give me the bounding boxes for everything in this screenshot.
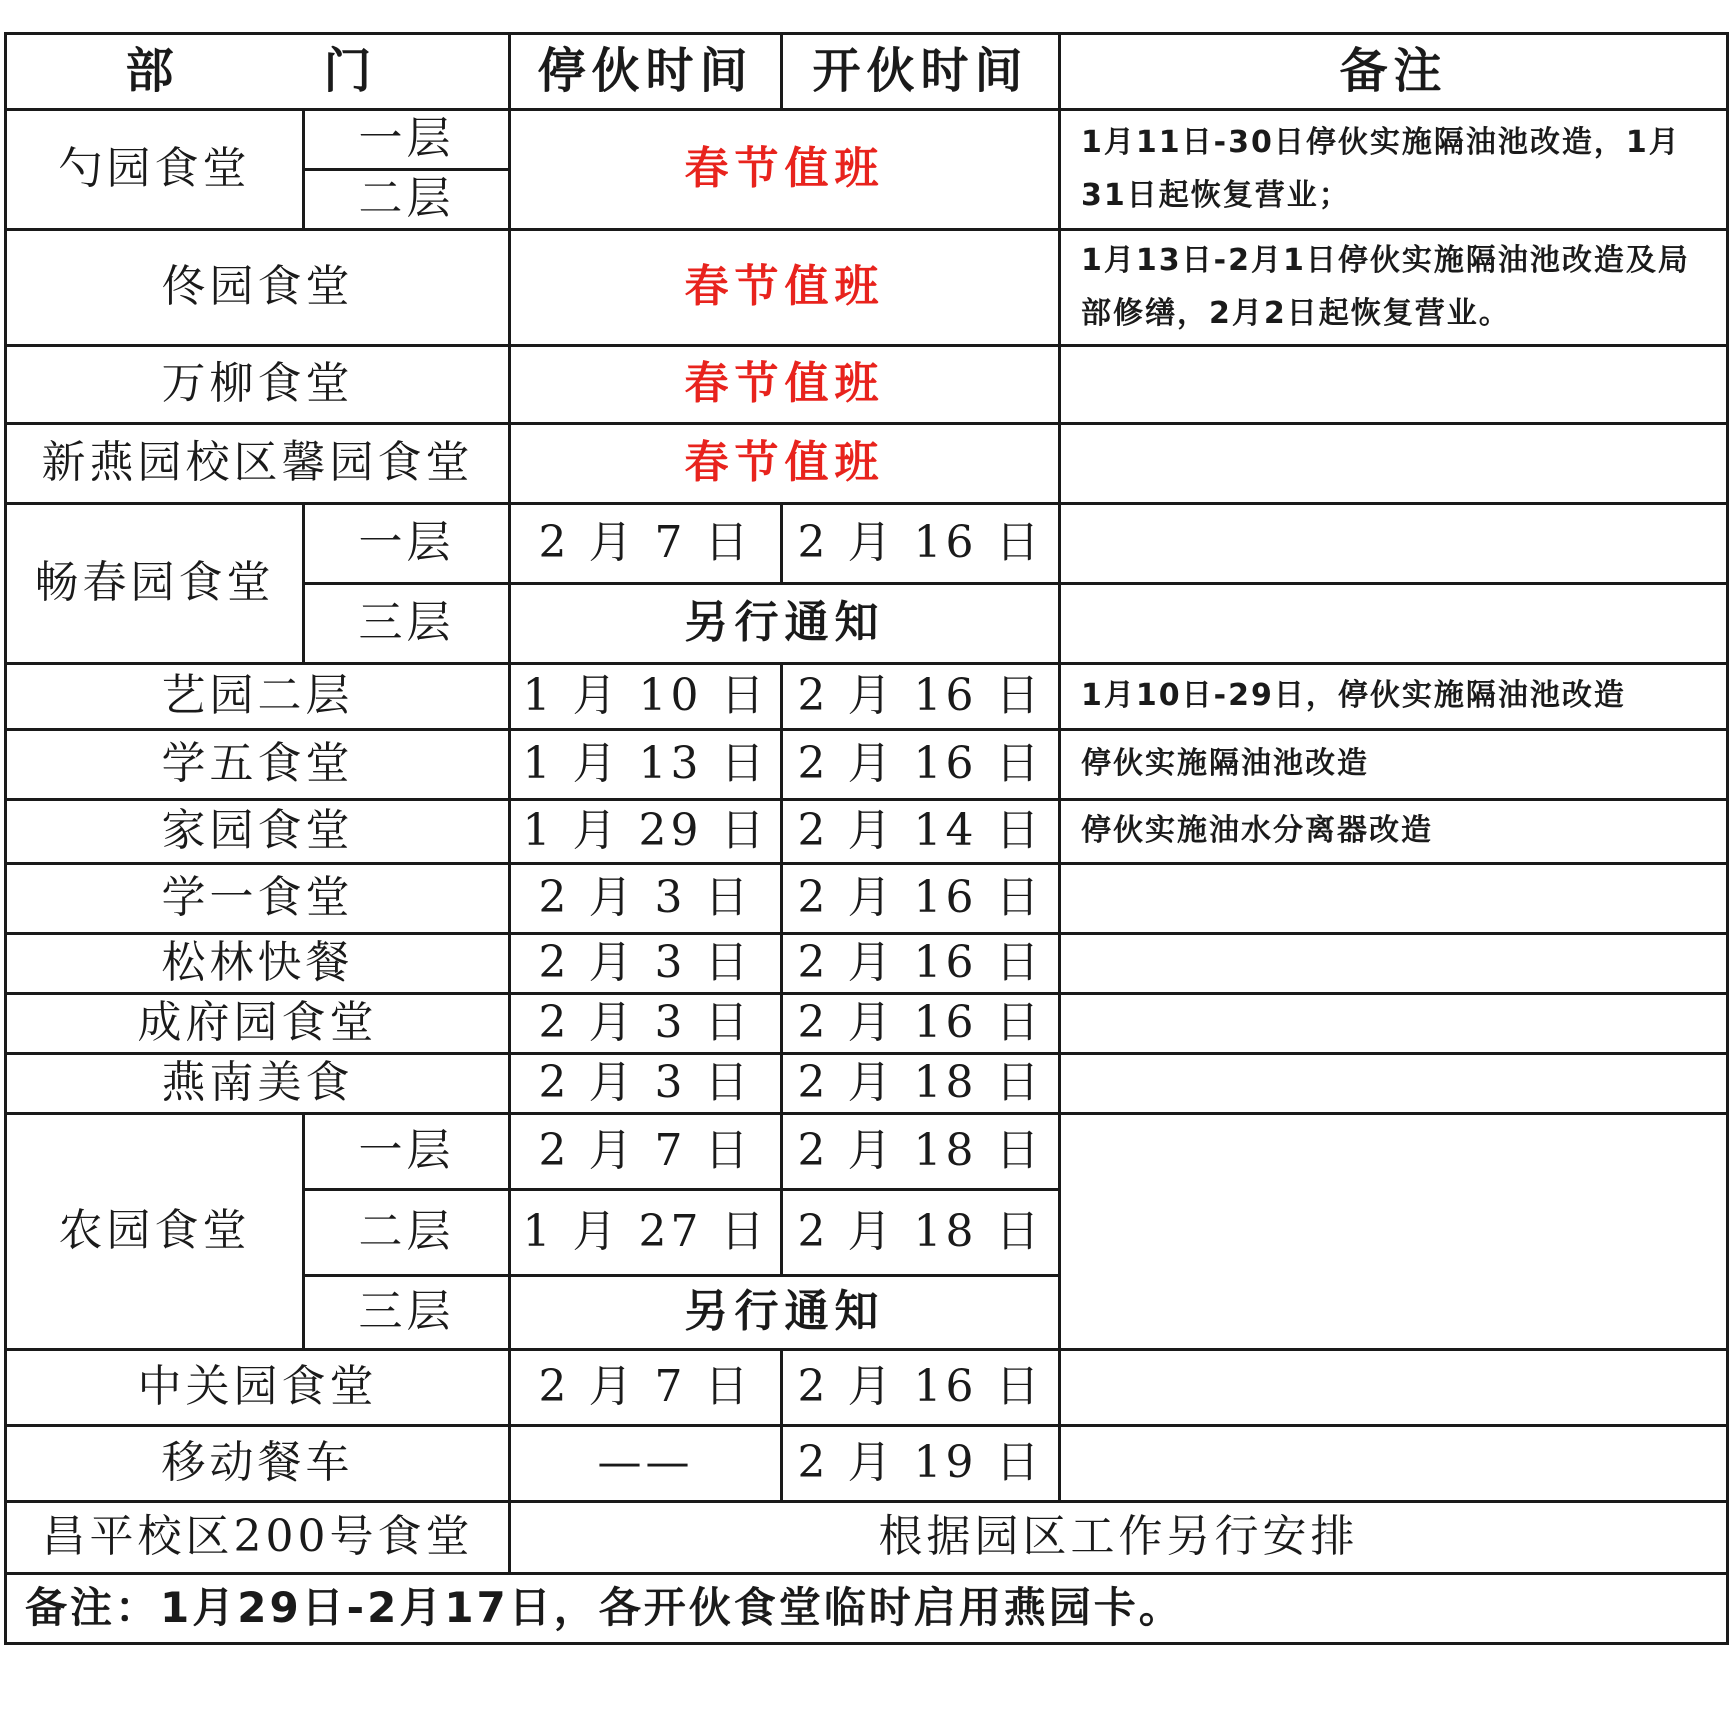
start-date: 2 月 16 日 <box>782 730 1060 800</box>
stop-date: 2 月 3 日 <box>510 994 782 1054</box>
table-row <box>6 504 1728 584</box>
status-text: 根据园区工作另行安排 <box>510 1502 1728 1574</box>
status-text: 春节值班 <box>510 346 1060 424</box>
header-remark: 备注 <box>1060 34 1728 110</box>
stop-date: 1 月 27 日 <box>510 1190 782 1276</box>
footer-row <box>6 1574 1728 1644</box>
dept-name: 学一食堂 <box>6 864 510 934</box>
stop-date: 1 月 29 日 <box>510 800 782 864</box>
table-row <box>6 664 1728 730</box>
remark-empty <box>1060 1114 1728 1350</box>
stop-date: 2 月 7 日 <box>510 504 782 584</box>
remark-text: 停伙实施隔油池改造 <box>1060 730 1728 800</box>
table-row <box>6 110 1728 170</box>
remark-text: 1月13日-2月1日停伙实施隔油池改造及局部修缮，2月2日起恢复营业。 <box>1060 230 1728 346</box>
start-date: 2 月 18 日 <box>782 1114 1060 1190</box>
dept-name: 艺园二层 <box>6 664 510 730</box>
table-row <box>6 864 1728 934</box>
remark-empty <box>1060 1350 1728 1426</box>
stop-date: —— <box>510 1426 782 1502</box>
header-stop-time: 停伙时间 <box>510 34 782 110</box>
remark-empty <box>1060 864 1728 934</box>
table-row <box>6 994 1728 1054</box>
dept-name: 新燕园校区馨园食堂 <box>6 424 510 504</box>
dept-name: 成府园食堂 <box>6 994 510 1054</box>
table-row <box>6 1502 1728 1574</box>
dept-name: 畅春园食堂 <box>6 504 304 664</box>
table-row <box>6 730 1728 800</box>
status-text: 春节值班 <box>510 230 1060 346</box>
remark-empty <box>1060 424 1728 504</box>
remark-empty <box>1060 1426 1728 1502</box>
stop-date: 1 月 10 日 <box>510 664 782 730</box>
header-dept: 部 门 <box>6 34 510 110</box>
dept-name: 万柳食堂 <box>6 346 510 424</box>
remark-empty <box>1060 504 1728 584</box>
start-date: 2 月 14 日 <box>782 800 1060 864</box>
dept-name: 昌平校区200号食堂 <box>6 1502 510 1574</box>
floor-label: 一层 <box>304 504 510 584</box>
schedule-table-wrapper <box>4 32 1729 1645</box>
dept-name: 学五食堂 <box>6 730 510 800</box>
remark-empty <box>1060 346 1728 424</box>
table-row <box>6 800 1728 864</box>
floor-label: 三层 <box>304 584 510 664</box>
dept-name: 中关园食堂 <box>6 1350 510 1426</box>
table-row <box>6 230 1728 346</box>
table-row <box>6 424 1728 504</box>
remark-text: 1月11日-30日停伙实施隔油池改造，1月31日起恢复营业； <box>1060 110 1728 230</box>
stop-date: 2 月 7 日 <box>510 1350 782 1426</box>
status-text: 另行通知 <box>510 584 1060 664</box>
floor-label: 二层 <box>304 1190 510 1276</box>
header-start-time: 开伙时间 <box>782 34 1060 110</box>
start-date: 2 月 18 日 <box>782 1054 1060 1114</box>
remark-text: 1月10日-29日，停伙实施隔油池改造 <box>1060 664 1728 730</box>
dept-name: 农园食堂 <box>6 1114 304 1350</box>
status-text: 春节值班 <box>510 110 1060 230</box>
start-date: 2 月 19 日 <box>782 1426 1060 1502</box>
stop-date: 2 月 7 日 <box>510 1114 782 1190</box>
stop-date: 2 月 3 日 <box>510 864 782 934</box>
dept-name: 佟园食堂 <box>6 230 510 346</box>
dept-name: 移动餐车 <box>6 1426 510 1502</box>
floor-label: 二层 <box>304 170 510 230</box>
start-date: 2 月 18 日 <box>782 1190 1060 1276</box>
table-row <box>6 1114 1728 1190</box>
table-row <box>6 346 1728 424</box>
status-text: 春节值班 <box>510 424 1060 504</box>
stop-date: 2 月 3 日 <box>510 934 782 994</box>
dept-name: 燕南美食 <box>6 1054 510 1114</box>
stop-date: 1 月 13 日 <box>510 730 782 800</box>
dept-name: 勺园食堂 <box>6 110 304 230</box>
remark-empty <box>1060 1054 1728 1114</box>
dept-name: 松林快餐 <box>6 934 510 994</box>
remark-empty <box>1060 584 1728 664</box>
floor-label: 一层 <box>304 1114 510 1190</box>
table-row <box>6 1054 1728 1114</box>
table-row <box>6 1350 1728 1426</box>
header-row <box>6 34 1728 110</box>
start-date: 2 月 16 日 <box>782 864 1060 934</box>
table-row <box>6 934 1728 994</box>
canteen-schedule-table <box>4 32 1729 1645</box>
remark-empty <box>1060 934 1728 994</box>
start-date: 2 月 16 日 <box>782 934 1060 994</box>
table-row <box>6 1426 1728 1502</box>
stop-date: 2 月 3 日 <box>510 1054 782 1114</box>
footer-note: 备注：1月29日-2月17日，各开伙食堂临时启用燕园卡。 <box>6 1574 1728 1644</box>
remark-text: 停伙实施油水分离器改造 <box>1060 800 1728 864</box>
start-date: 2 月 16 日 <box>782 994 1060 1054</box>
dept-name: 家园食堂 <box>6 800 510 864</box>
floor-label: 一层 <box>304 110 510 170</box>
remark-empty <box>1060 994 1728 1054</box>
status-text: 另行通知 <box>510 1276 1060 1350</box>
start-date: 2 月 16 日 <box>782 1350 1060 1426</box>
floor-label: 三层 <box>304 1276 510 1350</box>
start-date: 2 月 16 日 <box>782 504 1060 584</box>
start-date: 2 月 16 日 <box>782 664 1060 730</box>
